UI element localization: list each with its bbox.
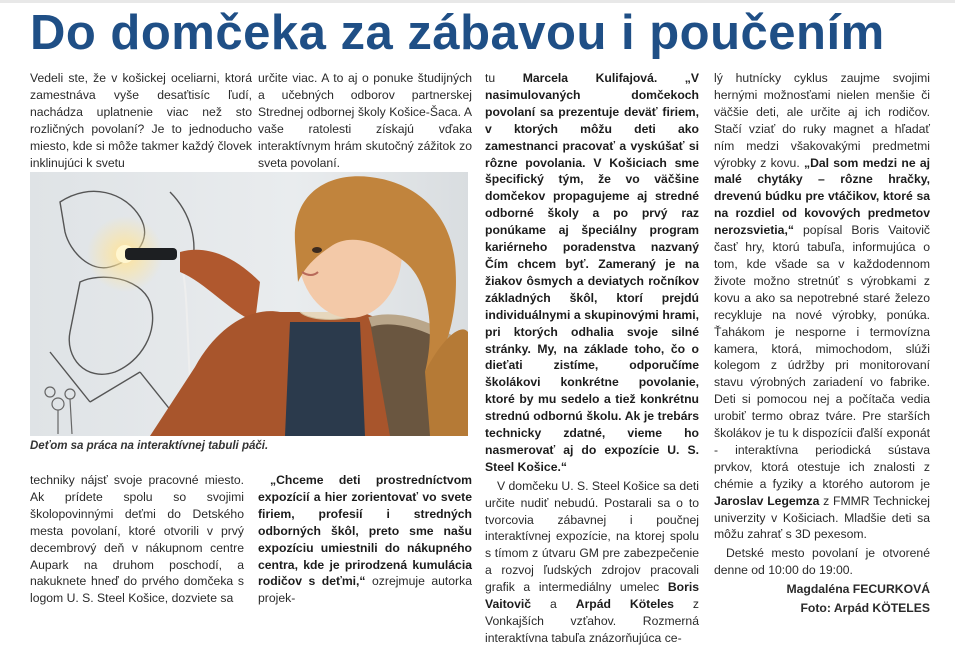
photo-credit: Foto: Arpád KÖTELES xyxy=(800,601,930,616)
column-1-top xyxy=(30,70,252,173)
quote-paragraph xyxy=(258,472,472,607)
article-headline: Do domčeka za zábavou i poučením xyxy=(30,6,885,60)
column-2-top xyxy=(258,70,472,173)
column-1-bottom-text: techniky nájsť svoje pracovné miesto. Ak prídete spolu so svojimi školopovinnými deťmi do Detského mesta povolaní, ktoré otvorili v prvý decembrový deň v nákupnom centre Aupark na druhom poschodí, a nakuknete hneď do prvého domčeka s logom U. S. Steel Košice, dozviete sa xyxy=(30,473,244,606)
opening-hours: Detské mesto povolaní je otvorené denne od 10:00 do 19:00. xyxy=(714,546,930,578)
column-4 xyxy=(714,70,930,619)
interview-quote: . „V nasimulovaných domčekoch povolaní sa prezentuje deväť firiem, v ktorých môžu deti ako zamestnanci pracovať a vyskúšať si rôzne povolania. V Košiciach sme špecifický tým, že vo väčšine domčekov propagujeme aj stredné odborné školy a po prvý raz ponúkame aj špeciálny program kariérneho poradenstva nazvaný Čím chcem byť. Zameraný je na žiakov ôsmych a deviatych ročníkov základných škôl, ktorí prejdú individuálnymi a skupinovými hrami, pri ktorých odhalia svoje silné stránky. My, na základe toho, čo o dieťati zistíme, odporučíme školákovi konkrétne povolanie, ktoré by mu sedelo a tiež konkrétnu strednú odbornú školu. Ak je trebárs technicky zdatné, vieme ho nasmerovať aj do expozície U. S. Steel Košice.“ xyxy=(485,71,699,474)
author-name-kulifajova: Marcela Kulifajová xyxy=(522,71,654,85)
name-legemza: Jaroslav Legemza xyxy=(714,493,820,508)
cycle-paragraph xyxy=(714,70,930,543)
cycle-text-c: z FMMR Technickej univerzity v Košiciach. Mladšie deti sa môžu zahrať s 3D pexesom. xyxy=(714,493,930,542)
quote-attribution: ozrejmuje autorka projek- xyxy=(258,574,472,606)
top-rule xyxy=(0,0,955,3)
name-koteles: Arpád Köteles xyxy=(575,597,674,612)
exhibit-text-c: a xyxy=(531,597,576,612)
column-1-bottom xyxy=(30,472,244,609)
cycle-text-a: lý hutnícky cyklus zaujme svojimi hernými možnosťami nielen menšie či väčšie deti, ale určite aj ich rodičov. Stačí vziať do ruky magnet a hľadať ním medzi všakovakými predmetmi výrobky z kovu. xyxy=(714,71,930,170)
interview-paragraph xyxy=(485,70,699,476)
column-3 xyxy=(485,70,699,649)
cycle-text-b: popísal Boris Vaitovič časť hry, ktorú tabuľa, informujúca o tom, kde všade sa v každodennom živote možno stretnúť s výrobkami z kovu a ako sa nepotrebné staré železo recykluje na nové výrobky, ponúka. Ťahákom je nesporne i termovízna kamera, ktorá, mimochodom, slúži kolegom z údržby pri monitorovaní stavu výrobných zariadení vo fabrike. Deti si pomocou nej a počítača vedia urobiť termo obraz tváre. Pre starších školákov je tu k dispozícii ďalší exponát - interaktívna periodická sústava prvkov, ktorá otestuje ich znalosti z chémie a fyziky a ktorého autorom je xyxy=(714,223,930,491)
exhibit-text-d: z Vonkajších vzťahov. Rozmerná interaktívna tabuľa znázorňujúca ce- xyxy=(485,597,699,645)
intro-continuation: určite viac. A to aj o ponuke študijných a učebných odborov partnerskej Strednej odbornej školy Košice-Šaca. A vaše ratolesti získajú vďaka interaktívnym hrám skutočný zážitok zo sveta povolaní. xyxy=(258,71,472,170)
intro-paragraph: Vedeli ste, že v košickej oceliarni, ktorá zamestnáva vyše desaťtisíc ľudí, nachádza uplatnenie viac než sto rozličných povolaní? Je to jednoducho miesto, kde si môže takmer každý človek inklinujúci k svetu xyxy=(30,71,252,170)
article-photo xyxy=(30,172,468,436)
photo-caption: Deťom sa práca na interaktívnej tabuli páči. xyxy=(30,440,269,452)
vaitovic-quote: „Dal som medzi ne aj malé chytáky – rôzne hračky, drevenú búdku pre vtáčikov, ktoré sa na rozdiel od kovových predmetov nerozsvietia,“ xyxy=(714,155,931,238)
exhibit-paragraph xyxy=(485,478,699,647)
column-2-bottom xyxy=(258,472,472,609)
name-vaitovic: Boris Vaitovič xyxy=(485,580,699,612)
exhibit-text-a: V domčeku U. S. Steel Košice sa deti určite nudiť nebudú. Postarali sa o to tvorcovia zábavnej i poučnej interaktívnej expozície, na ktorej spolu s tímom z útvaru GM pre zabezpečenie a rozvoj ľudských zdrojov pracovali grafik a intermediálny umelec xyxy=(485,478,699,595)
quote-bold: „Chceme deti prostredníctvom expozícií a hier zorientovať vo svete firiem, profesií i stredných odborných škôl, preto sme našu expozíciu umiestnili do nákupného centra, kde je prirodzená kumulácia rodičov s deťmi,“ xyxy=(258,473,472,589)
author-signature: Magdaléna FECURKOVÁ xyxy=(786,582,930,597)
interview-lead: tu xyxy=(485,71,523,85)
